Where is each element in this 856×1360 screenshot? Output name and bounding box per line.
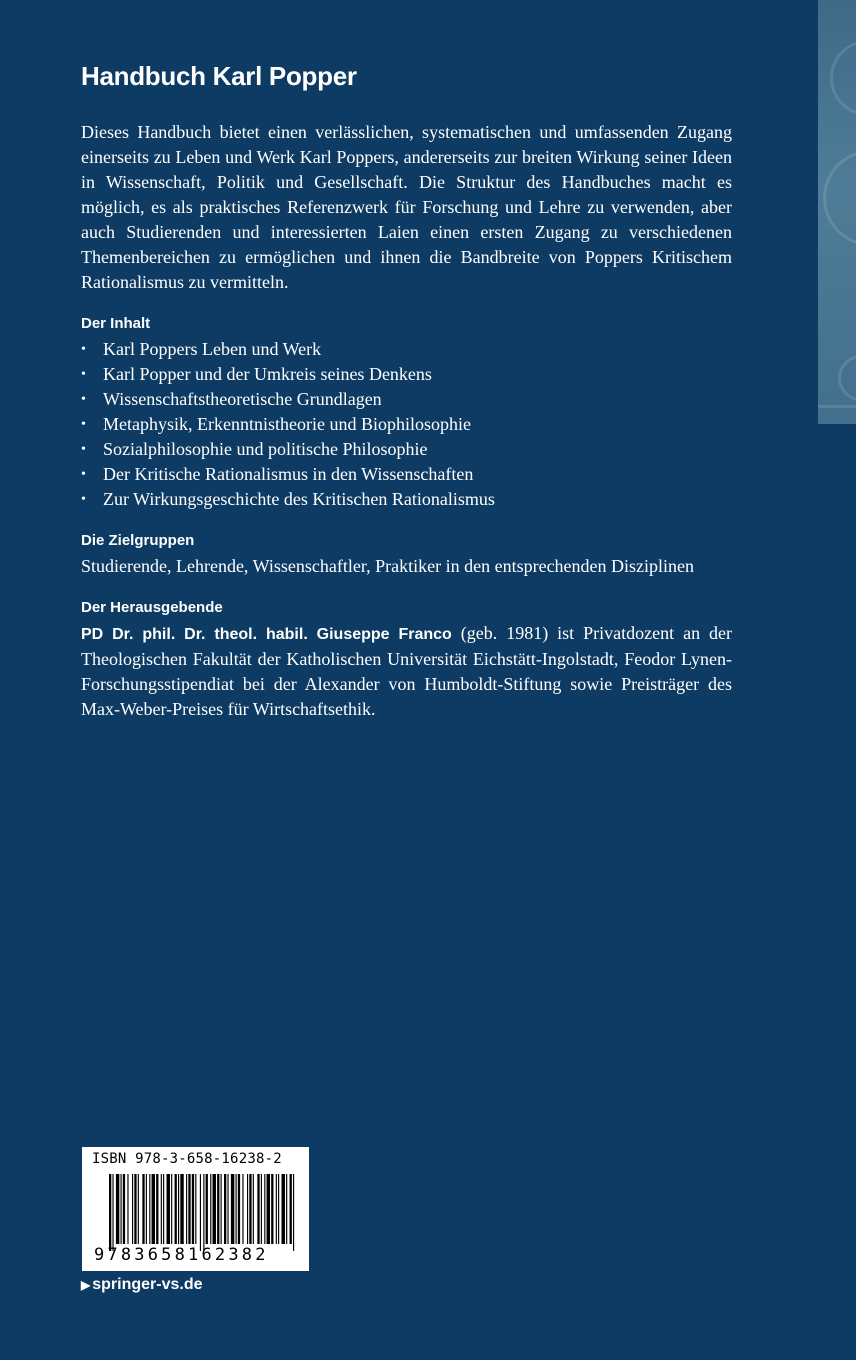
barcode-bar <box>210 1174 211 1244</box>
publisher-link[interactable] <box>81 1276 203 1294</box>
barcode-bar <box>116 1174 119 1244</box>
barcode-bar <box>195 1174 196 1244</box>
editor-heading: Der Herausgebende <box>81 599 223 616</box>
barcode-bar <box>203 1174 204 1251</box>
list-item: • Der Kritische Rationalismus in den Wissenschaften <box>81 462 732 487</box>
editor-name: PD Dr. phil. Dr. theol. habil. Giuseppe Franco <box>81 626 452 643</box>
barcode-bar <box>178 1174 179 1244</box>
book-title: Handbuch Karl Popper <box>81 61 357 91</box>
barcode-bar <box>253 1174 254 1244</box>
barcode-bar <box>188 1174 190 1244</box>
barcode-bar <box>264 1174 265 1244</box>
barcode-bar <box>227 1174 228 1244</box>
barcode-bar <box>161 1174 162 1244</box>
barcode-bar <box>271 1174 273 1244</box>
barcode-bar <box>163 1174 164 1244</box>
list-item: • Karl Popper und der Umkreis seines Denkens <box>81 362 732 387</box>
barcode-bar <box>146 1174 147 1244</box>
cover-edge-strip <box>818 0 856 424</box>
barcode-bar <box>213 1174 216 1244</box>
barcode-bar <box>200 1174 201 1251</box>
barcode-bar <box>257 1174 259 1244</box>
decorative-shape <box>823 150 856 246</box>
editor-bio-paragraph <box>81 621 732 722</box>
barcode-bar <box>236 1174 237 1244</box>
barcode-bar <box>286 1174 287 1244</box>
barcode-bar <box>142 1174 144 1244</box>
play-arrow-icon: ▶ <box>81 1278 91 1292</box>
audience-heading: Die Zielgruppen <box>81 532 195 549</box>
barcode-bar <box>238 1174 240 1244</box>
list-item: • Zur Wirkungsgeschichte des Kritischen Rationalismus <box>81 487 732 512</box>
barcode-bar <box>276 1174 277 1244</box>
barcode-bar <box>217 1174 219 1244</box>
barcode-bar <box>134 1174 136 1244</box>
isbn-barcode <box>82 1147 309 1271</box>
barcode-bar <box>156 1174 158 1244</box>
barcode-bar <box>224 1174 226 1244</box>
barcode-bar <box>192 1174 194 1244</box>
barcode-bar <box>249 1174 251 1244</box>
barcode-bar <box>175 1174 177 1244</box>
barcode-bar <box>282 1174 285 1244</box>
barcode-bar <box>221 1174 222 1244</box>
isbn-label: ISBN 978-3-658-16238-2 <box>92 1151 282 1167</box>
barcode-bar <box>171 1174 172 1244</box>
barcode-bar <box>261 1174 262 1244</box>
back-cover-content <box>81 56 732 740</box>
contents-list <box>81 337 732 512</box>
barcode-bar <box>293 1174 294 1251</box>
barcode-bar <box>242 1174 243 1244</box>
publisher-link-text: springer-vs.de <box>92 1276 203 1293</box>
barcode-bar <box>186 1174 187 1244</box>
barcode-bar <box>152 1174 155 1244</box>
barcode-bar <box>267 1174 270 1244</box>
barcode-bars <box>109 1174 295 1251</box>
barcode-bar <box>247 1174 248 1244</box>
list-item: • Wissenschaftstheoretische Grundlagen <box>81 387 732 412</box>
barcode-bar <box>138 1174 139 1244</box>
barcode-bar <box>180 1174 183 1244</box>
barcode-bar <box>290 1174 292 1244</box>
barcode-bar <box>206 1174 208 1244</box>
barcode-bar <box>167 1174 170 1244</box>
book-description: Dieses Handbuch bietet einen verlässlichen, systematischen und umfassenden Zugang einerseits zu Leben und Werk Karl Poppers, andererseits zur breiten Wirkung seiner Ideen in Wissenschaft, Politik und Gesellschaft. Die Struktur des Handbuches macht es möglich, es als praktisches Referenzwerk für Forschung und Lehre zu verwenden, aber auch Studierenden und interessierten Laien einen ersten Zugang zu verschiedenen Themenbereichen zu ermöglichen und ihnen die Bandbreite von Poppers Kritischem Rationalismus zu vermitteln. <box>81 122 732 292</box>
audience-text: Studierende, Lehrende, Wissenschaftler, Praktiker in den entsprechenden Disziplinen <box>81 556 695 576</box>
editor-bio: (geb. 1981) ist Privatdozent an der Theologischen Fakultät der Katholischen Universität Eichstätt-Ingolstadt, Feodor Lynen-Forschungsstipendiat bei der Alexander von Humboldt-Stiftung sowie Preisträger des Max-Weber-Preises für Wirtschaftsethik. <box>81 623 733 719</box>
list-item: • Sozialphilosophie und politische Philosophie <box>81 437 732 462</box>
decorative-line <box>818 405 856 408</box>
barcode-bar <box>123 1174 125 1244</box>
barcode-bar <box>127 1174 128 1244</box>
barcode-bar <box>121 1174 122 1244</box>
list-item: • Karl Poppers Leben und Werk <box>81 337 732 362</box>
barcode-bar <box>231 1174 234 1244</box>
barcode-bar <box>109 1174 111 1251</box>
ean-digits: 9783658162382 <box>94 1245 269 1265</box>
decorative-shape <box>838 355 856 401</box>
barcode-bar <box>149 1174 150 1244</box>
list-item: • Metaphysik, Erkenntnistheorie und Biophilosophie <box>81 412 732 437</box>
contents-heading: Der Inhalt <box>81 315 151 332</box>
barcode-bar <box>278 1174 279 1244</box>
barcode-bar <box>132 1174 133 1244</box>
barcode-bar <box>112 1174 113 1251</box>
decorative-shape <box>830 40 856 116</box>
